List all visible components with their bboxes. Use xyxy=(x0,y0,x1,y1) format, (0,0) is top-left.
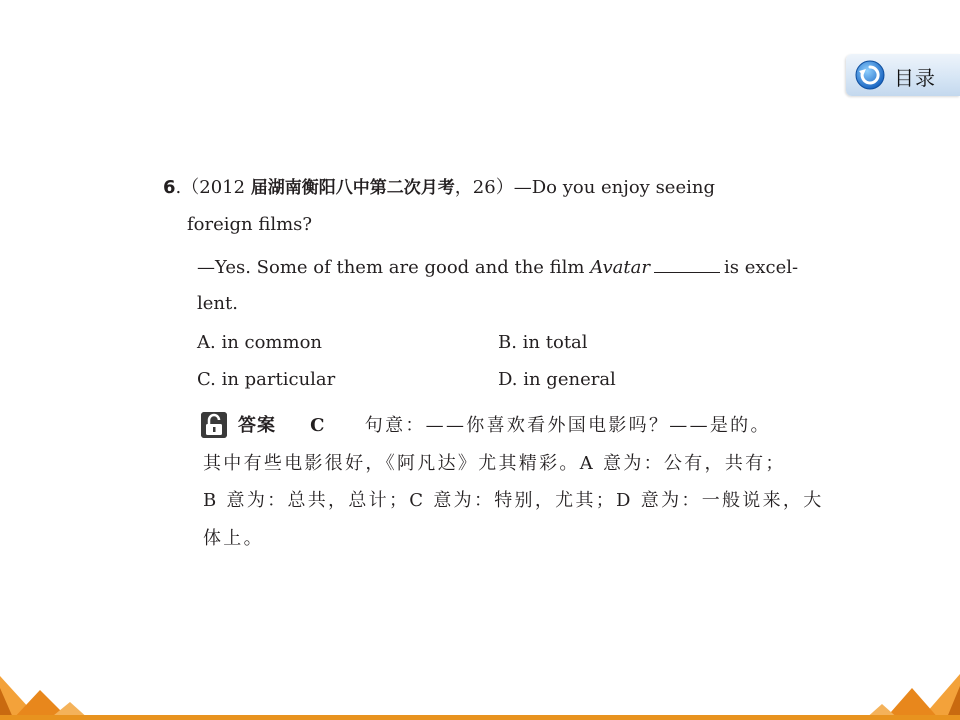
answer-explanation-2: 其中有些电影很好，《阿凡达》尤其精彩。A 意为：公有，共有； xyxy=(203,453,786,474)
question-line-1 xyxy=(163,176,715,200)
question-prompt: —Do you enjoy seeing xyxy=(513,177,715,198)
film-title: Avatar xyxy=(590,257,650,278)
decoration-left-triangles xyxy=(0,668,110,720)
answer-explanation-4: 体上。 xyxy=(203,528,264,549)
source-close: ，26） xyxy=(454,177,514,198)
answer-explanation-1: 句意：——你喜欢看外国电影吗？——是的。 xyxy=(364,415,771,436)
reply-text-b: is excel- xyxy=(723,257,799,278)
option-c: C. in particular xyxy=(197,369,336,390)
option-a: A. in common xyxy=(197,332,322,353)
question-number: 6 xyxy=(163,177,176,198)
answer-explanation-3: B 意为：总共，总计；C 意为：特别，尤其；D 意为：一般说来，大 xyxy=(203,490,824,511)
unlock-icon xyxy=(201,412,227,438)
answer-line-4 xyxy=(203,527,264,551)
option-d: D. in general xyxy=(498,369,616,390)
answer-letter: C xyxy=(310,415,327,436)
decoration-right-triangles xyxy=(860,668,960,720)
answer-line-2 xyxy=(203,452,786,476)
reply-line-2 xyxy=(197,292,238,316)
reply-line-1 xyxy=(197,256,798,280)
circular-arrow-icon xyxy=(855,60,885,90)
answer-line-3 xyxy=(203,489,824,513)
question-source: 届湖南衡阳八中第二次月考 xyxy=(250,178,455,198)
toc-button[interactable] xyxy=(846,54,960,96)
answer-line-1 xyxy=(238,414,771,438)
answer-label: 答案 xyxy=(238,415,276,436)
question-dot: . xyxy=(175,177,182,198)
answer-blank xyxy=(654,256,720,273)
bottom-accent-bar xyxy=(0,715,960,720)
toc-label: 目录 xyxy=(894,66,936,90)
source-open: （2012 xyxy=(181,177,251,198)
option-b: B. in total xyxy=(498,332,588,353)
reply-text-a: —Yes. Some of them are good and the film xyxy=(197,257,591,278)
question-prompt-cont: foreign films? xyxy=(187,214,313,235)
question-line-2 xyxy=(187,213,312,237)
reply-cont: lent. xyxy=(197,293,238,314)
